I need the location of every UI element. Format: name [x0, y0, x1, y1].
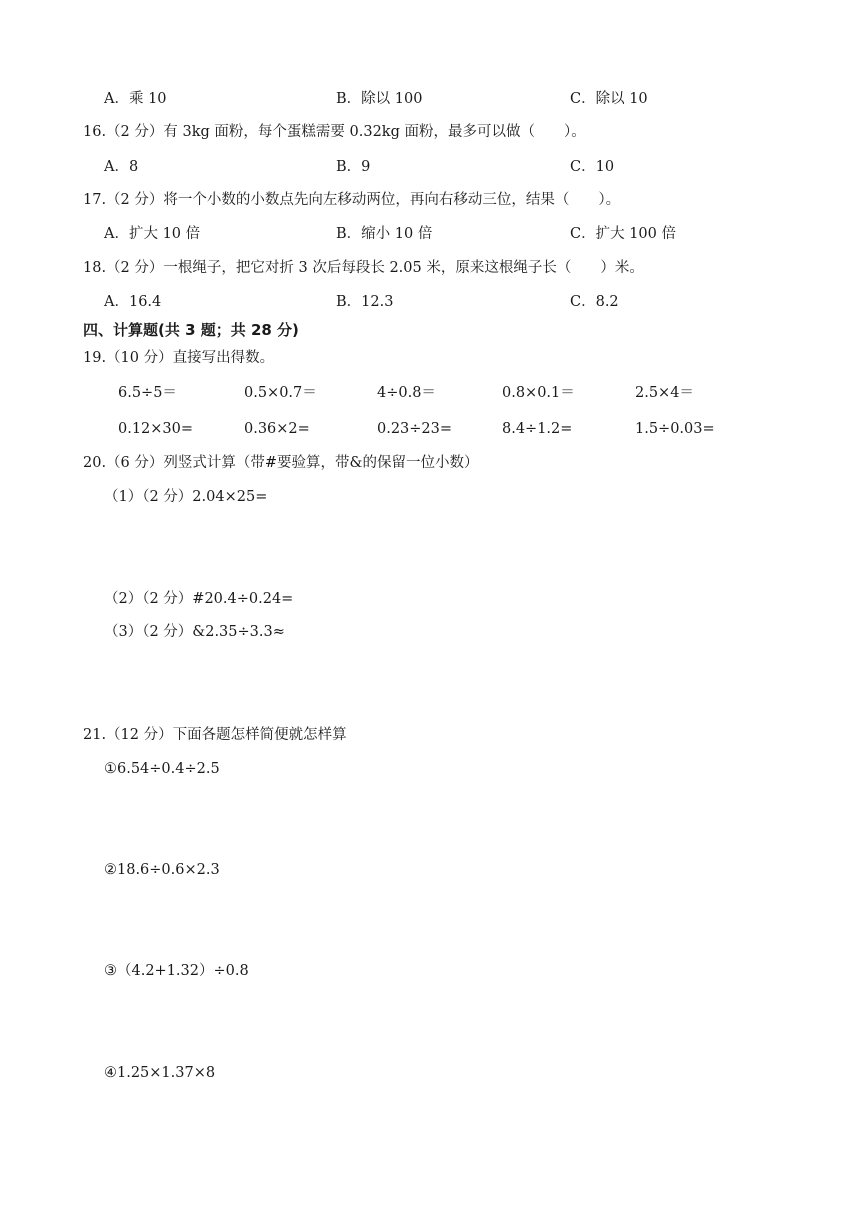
- q19-item: 0.23÷23=: [377, 421, 453, 437]
- q19-item: 6.5÷5＝: [118, 385, 177, 401]
- q21-question: 21.（12 分）下面各题怎样简便就怎样算: [83, 727, 347, 743]
- q18-option-a: A．16.4: [104, 294, 162, 310]
- q19-item: 0.8×0.1＝: [502, 385, 575, 401]
- q19-item: 0.36×2=: [244, 421, 310, 437]
- q19-question: 19.（10 分）直接写出得数。: [83, 350, 275, 366]
- q17-option-b: B．缩小 10 倍: [336, 226, 433, 242]
- q18-option-b: B．12.3: [336, 294, 394, 310]
- q17-question: 17.（2 分）将一个小数的小数点先向左移动两位，再向右移动三位，结果（ ）。: [83, 192, 621, 208]
- q19-item: 2.5×4＝: [635, 385, 694, 401]
- q21-subquestion: ③（4.2+1.32）÷0.8: [104, 963, 249, 979]
- q19-item: 1.5÷0.03=: [635, 421, 715, 437]
- q19-item: 4÷0.8＝: [377, 385, 436, 401]
- q15-option-a: A．乘 10: [104, 91, 167, 107]
- q20-subquestion: （1）（2 分）2.04×25=: [104, 489, 268, 505]
- q16-option-b: B．9: [336, 159, 371, 175]
- q20-subquestion: （3）（2 分）&2.35÷3.3≈: [104, 624, 285, 640]
- q16-option-c: C．10: [570, 159, 615, 175]
- q19-item: 0.5×0.7＝: [244, 385, 317, 401]
- q16-option-a: A．8: [104, 159, 139, 175]
- q17-option-c: C．扩大 100 倍: [570, 226, 676, 242]
- q21-subquestion: ①6.54÷0.4÷2.5: [104, 761, 220, 777]
- q16-question: 16.（2 分）有 3kg 面粉，每个蛋糕需要 0.32kg 面粉，最多可以做（ ）。: [83, 124, 586, 140]
- q21-subquestion: ④1.25×1.37×8: [104, 1065, 216, 1081]
- q19-item: 8.4÷1.2=: [502, 421, 573, 437]
- section-heading: 四、计算题(共 3 题；共 28 分): [83, 321, 299, 339]
- q17-option-a: A．扩大 10 倍: [104, 226, 201, 242]
- q20-question: 20.（6 分）列竖式计算（带#要验算，带&的保留一位小数）: [83, 455, 479, 471]
- q15-option-b: B．除以 100: [336, 91, 423, 107]
- q18-option-c: C．8.2: [570, 294, 619, 310]
- q15-option-c: C．除以 10: [570, 91, 648, 107]
- q20-subquestion: （2）（2 分）#20.4÷0.24=: [104, 591, 294, 607]
- q21-subquestion: ②18.6÷0.6×2.3: [104, 862, 220, 878]
- q19-item: 0.12×30=: [118, 421, 194, 437]
- q18-question: 18.（2 分）一根绳子，把它对折 3 次后每段长 2.05 米，原来这根绳子长（ ）米。: [83, 260, 644, 276]
